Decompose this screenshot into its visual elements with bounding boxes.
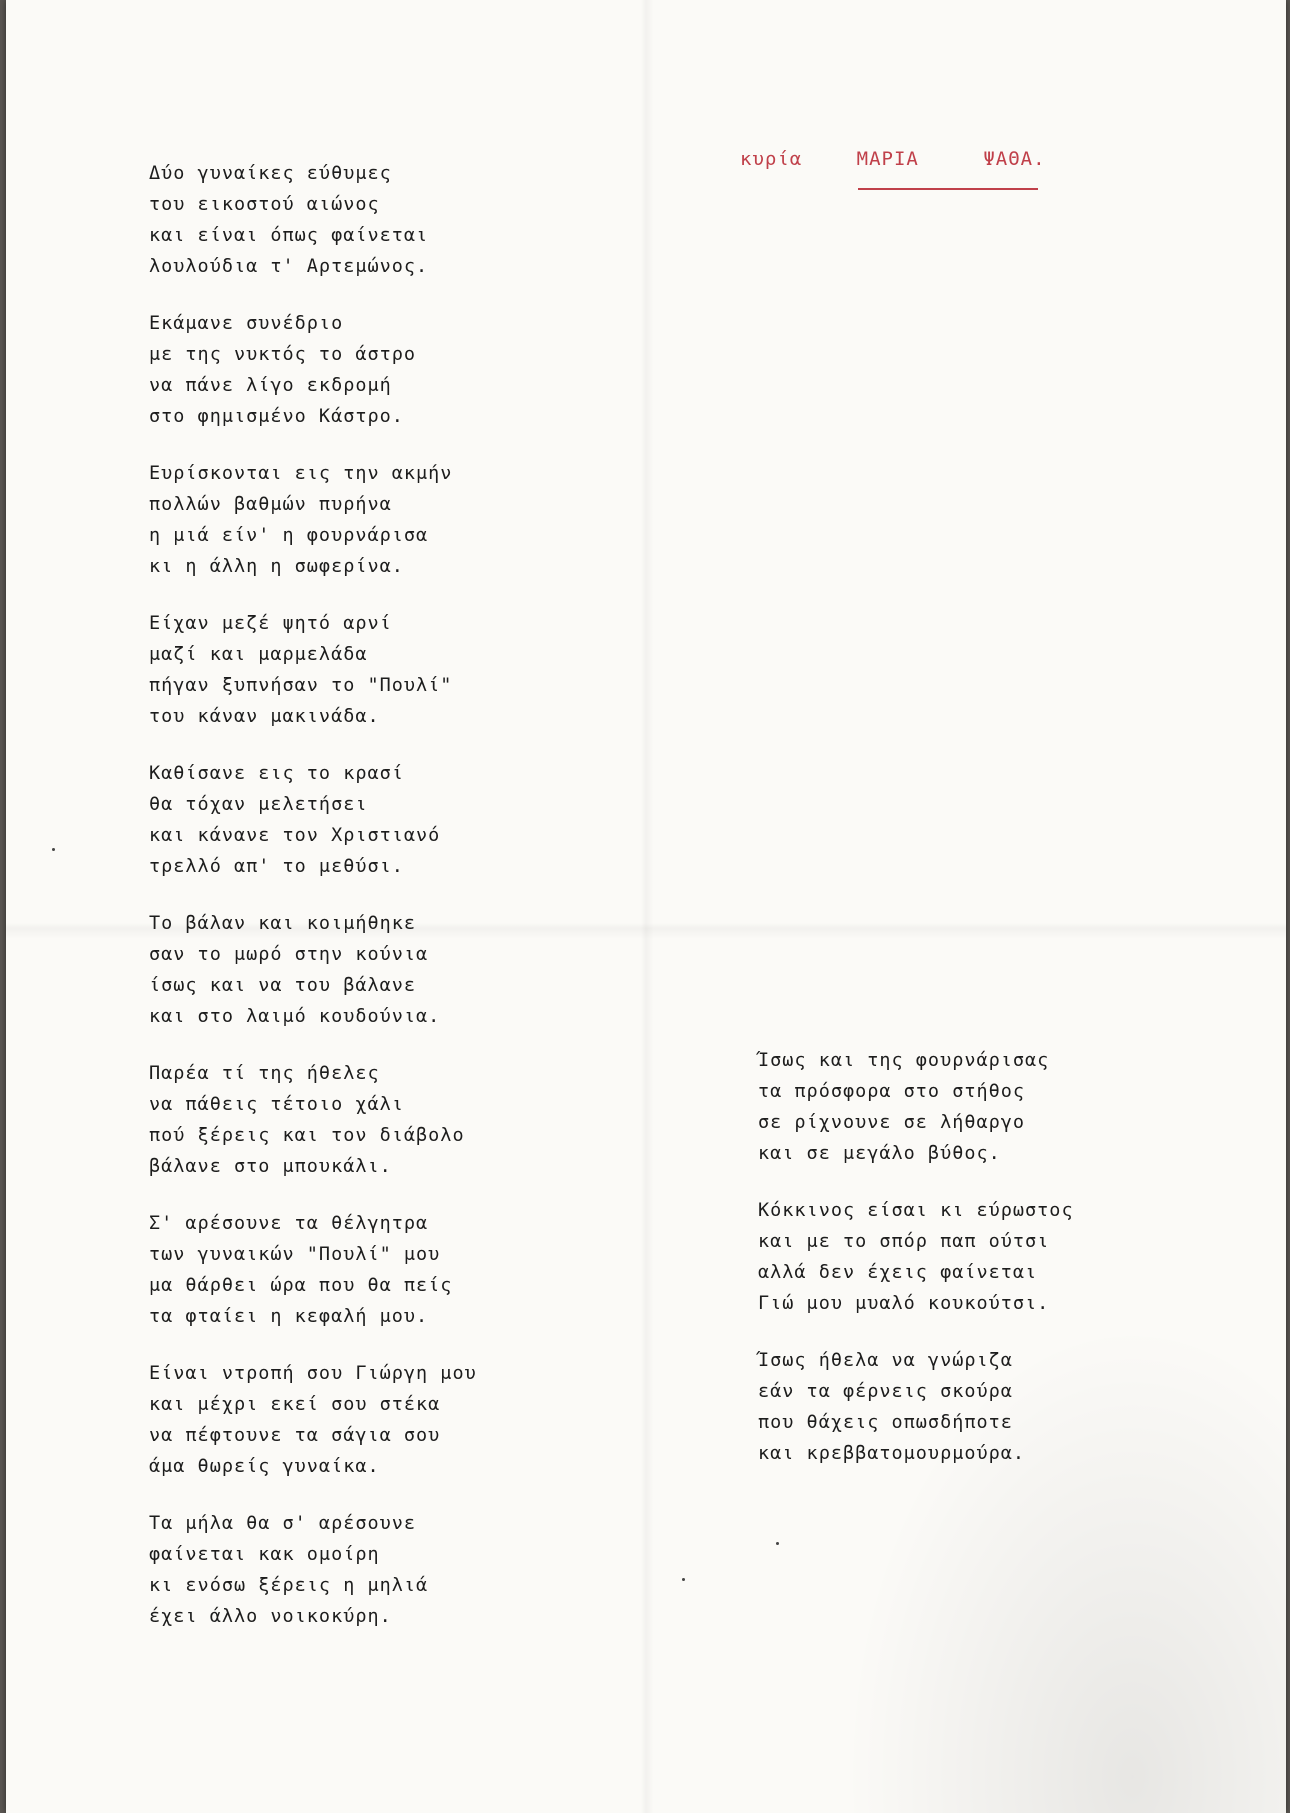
ink-speck (776, 1542, 779, 1545)
poem-line: αλλά δεν έχεις φαίνεται (758, 1262, 1038, 1283)
header-title-word: κυρία (740, 148, 803, 170)
poem-line: μα θάρθει ώρα που θα πείς (149, 1275, 453, 1296)
stanza (149, 908, 477, 1032)
poem-line: να πάθεις τέτοιο χάλι (149, 1094, 404, 1115)
poem-line: Δύο γυναίκες εύθυμες (149, 163, 392, 184)
stanza (149, 608, 477, 732)
poem-line: φαίνεται κακ ομοίρη (149, 1544, 380, 1565)
poem-line: έχει άλλο νοικοκύρη. (149, 1606, 392, 1627)
stanza (758, 1045, 1074, 1169)
poem-line: τα πρόσφορα στο στήθος (758, 1081, 1026, 1102)
poem-line: Είχαν μεζέ ψητό αρνί (149, 613, 392, 634)
poem-line: κι η άλλη η σωφερίνα. (149, 556, 404, 577)
poem-line: του κάναν μακινάδα. (149, 706, 380, 727)
poem-line: που θάχεις οπωσδήποτε (758, 1412, 1013, 1433)
stanza (758, 1345, 1074, 1469)
poem-line: στο φημισμένο Κάστρο. (149, 406, 404, 427)
stanza (149, 1508, 477, 1632)
poem-line: Το βάλαν και κοιμήθηκε (149, 913, 417, 934)
poem-line: θα τόχαν μελετήσει (149, 794, 368, 815)
stanza (149, 158, 477, 282)
stanza (149, 1208, 477, 1332)
stanza (149, 1358, 477, 1482)
poem-line: Καθίσανε εις το κρασί (149, 763, 404, 784)
poem-line: και με το σπόρ παπ ούτσι (758, 1231, 1050, 1252)
header-last-name: ΨΑΘΑ. (983, 148, 1046, 170)
stanza (149, 1058, 477, 1182)
poem-line: Κόκκινος είσαι κι εύρωστος (758, 1200, 1074, 1221)
recipient-header (740, 148, 1046, 170)
poem-line: ίσως και να του βάλανε (149, 975, 417, 996)
poem-line: και είναι όπως φαίνεται (149, 225, 429, 246)
poem-line: και κρεββατομουρμούρα. (758, 1443, 1026, 1464)
header-first-name: ΜΑΡΙΑ (856, 148, 919, 170)
poem-line: πολλών βαθμών πυρήνα (149, 494, 392, 515)
stanza (758, 1195, 1074, 1319)
poem-line: Γιώ μου μυαλό κουκούτσι. (758, 1293, 1050, 1314)
poem-line: σαν το μωρό στην κούνια (149, 944, 429, 965)
poem-line: βάλανε στο μπουκάλι. (149, 1156, 392, 1177)
poem-line: Παρέα τί της ήθελες (149, 1063, 380, 1084)
poem-line: Ευρίσκονται εις την ακμήν (149, 463, 453, 484)
poem-line: και κάνανε τον Χριστιανό (149, 825, 441, 846)
poem-line: Ίσως ήθελα να γνώριζα (758, 1350, 1013, 1371)
poem-line: του εικοστού αιώνος (149, 194, 380, 215)
stanza (149, 758, 477, 882)
poem-line: κι ενόσω ξέρεις η μηλιά (149, 1575, 429, 1596)
poem-line: Εκάμανε συνέδριο (149, 313, 344, 334)
poem-line: και μέχρι εκεί σου στέκα (149, 1394, 441, 1415)
poem-line: τα φταίει η κεφαλή μου. (149, 1306, 429, 1327)
typewritten-page (6, 0, 1286, 1813)
poem-line: και σε μεγάλο βύθος. (758, 1143, 1001, 1164)
poem-line: Σ' αρέσουνε τα θέλγητρα (149, 1213, 429, 1234)
poem-line: πού ξέρεις και τον διάβολο (149, 1125, 465, 1146)
poem-line: τρελλό απ' το μεθύσι. (149, 856, 404, 877)
poem-left-column (149, 158, 477, 1658)
poem-right-column (758, 1045, 1074, 1495)
ink-speck (52, 848, 55, 851)
poem-line: εάν τα φέρνεις σκούρα (758, 1381, 1013, 1402)
poem-line: η μιά είν' η φουρνάρισα (149, 525, 429, 546)
ink-speck (682, 1578, 685, 1581)
stanza (149, 458, 477, 582)
poem-line: και στο λαιμό κουδούνια. (149, 1006, 441, 1027)
poem-line: με της νυκτός το άστρο (149, 344, 417, 365)
stanza (149, 308, 477, 432)
poem-line: πήγαν ξυπνήσαν το "Πουλί" (149, 675, 453, 696)
poem-line: να πέφτουνε τα σάγια σου (149, 1425, 441, 1446)
poem-line: Τα μήλα θα σ' αρέσουνε (149, 1513, 417, 1534)
header-underline (858, 188, 1038, 190)
poem-line: μαζί και μαρμελάδα (149, 644, 368, 665)
poem-line: λουλούδια τ' Αρτεμώνος. (149, 256, 429, 277)
poem-line: σε ρίχνουνε σε λήθαργο (758, 1112, 1026, 1133)
poem-line: των γυναικών "Πουλί" μου (149, 1244, 441, 1265)
poem-line: άμα θωρείς γυναίκα. (149, 1456, 380, 1477)
poem-line: Είναι ντροπή σου Γιώργη μου (149, 1363, 477, 1384)
poem-line: να πάνε λίγο εκδρομή (149, 375, 392, 396)
poem-line: Ίσως και της φουρνάρισας (758, 1050, 1050, 1071)
